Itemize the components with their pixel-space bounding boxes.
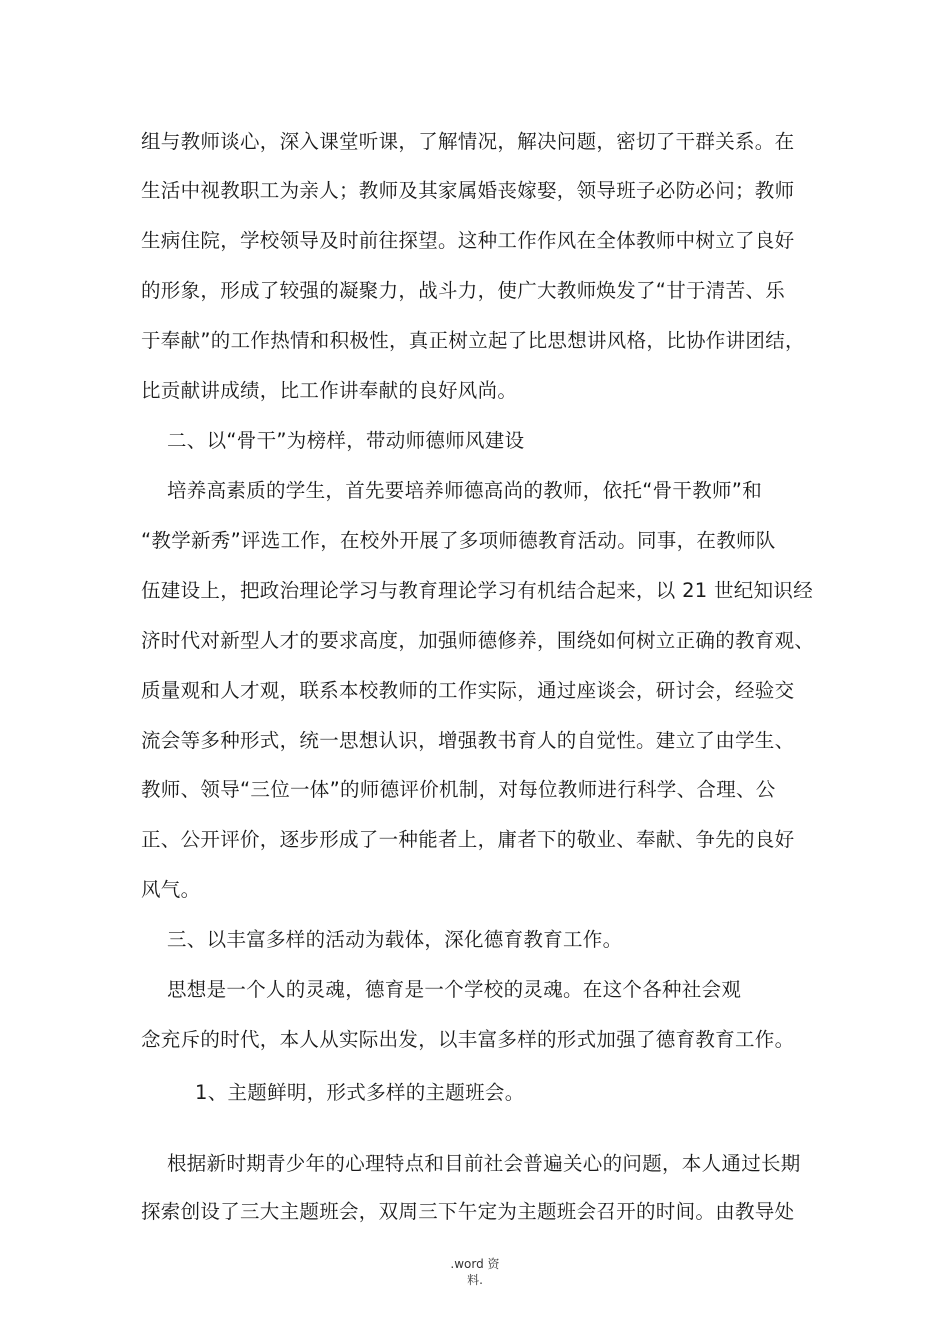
text-line-3: 生病住院，学校领导及时前往探望。这种工作作风在全体教师中树立了良好 — [141, 229, 795, 252]
text-line-15: 正、公开评价，逐步形成了一种能者上，庸者下的敬业、奉献、争先的良好 — [141, 828, 795, 851]
text-line-9: “教学新秀”评选工作，在校外开展了多项师德教育活动。同事，在教师队 — [141, 529, 776, 552]
page-footer — [0, 1256, 950, 1288]
text-line-18: 思想是一个人的灵魂，德育是一个学校的灵魂。在这个各种社会观 — [167, 978, 742, 1001]
section-heading-2: 二、以“骨干”为榜样，带动师德师风建设 — [167, 429, 525, 452]
section-heading-3: 三、以丰富多样的活动为载体，深化德育教育工作。 — [167, 928, 623, 951]
sub-heading-1: 1、主题鲜明，形式多样的主题班会。 — [195, 1081, 525, 1104]
text-line-1: 组与教师谈心，深入课堂听课，了解情况，解决问题，密切了干群关系。在 — [141, 130, 795, 153]
text-line-2: 生活中视教职工为亲人；教师及其家属婚丧嫁娶，领导班子必防必问；教师 — [141, 179, 795, 202]
text-line-19: 念充斥的时代，本人从实际出发，以丰富多样的形式加强了德育教育工作。 — [141, 1028, 795, 1051]
text-line-6: 比贡献讲成绩，比工作讲奉献的良好风尚。 — [141, 379, 518, 402]
text-line-12: 质量观和人才观，联系本校教师的工作实际，通过座谈会，研讨会，经验交 — [141, 679, 795, 702]
text-line-22: 探索创设了三大主题班会，双周三下午定为主题班会召开的时间。由教导处 — [141, 1200, 795, 1223]
text-line-11: 济时代对新型人才的要求高度，加强师德修养，围绕如何树立正确的教育观、 — [141, 629, 815, 652]
footer-line-1: .word 资 — [450, 1257, 500, 1271]
text-line-13: 流会等多种形式，统一思想认识，增强教书育人的自觉性。建立了由学生、 — [141, 729, 795, 752]
footer-line-2: 料. — [467, 1273, 483, 1287]
text-line-21: 根据新时期青少年的心理特点和目前社会普遍关心的问题，本人通过长期 — [167, 1152, 801, 1175]
text-line-14: 教师、领导“三位一体”的师德评价机制，对每位教师进行科学、合理、公 — [141, 778, 776, 801]
text-line-5: 于奉献”的工作热情和积极性，真正树立起了比思想讲风格，比协作讲团结， — [141, 329, 805, 352]
text-line-16: 风气。 — [141, 878, 201, 901]
text-line-10: 伍建设上，把政治理论学习与教育理论学习有机结合起来，以 21 世纪知识经 — [141, 579, 814, 602]
text-line-8: 培养高素质的学生，首先要培养师德高尚的教师，依托“骨干教师”和 — [167, 479, 763, 502]
text-line-4: 的形象，形成了较强的凝聚力，战斗力，使广大教师焕发了“甘于清苦、乐 — [141, 279, 786, 302]
